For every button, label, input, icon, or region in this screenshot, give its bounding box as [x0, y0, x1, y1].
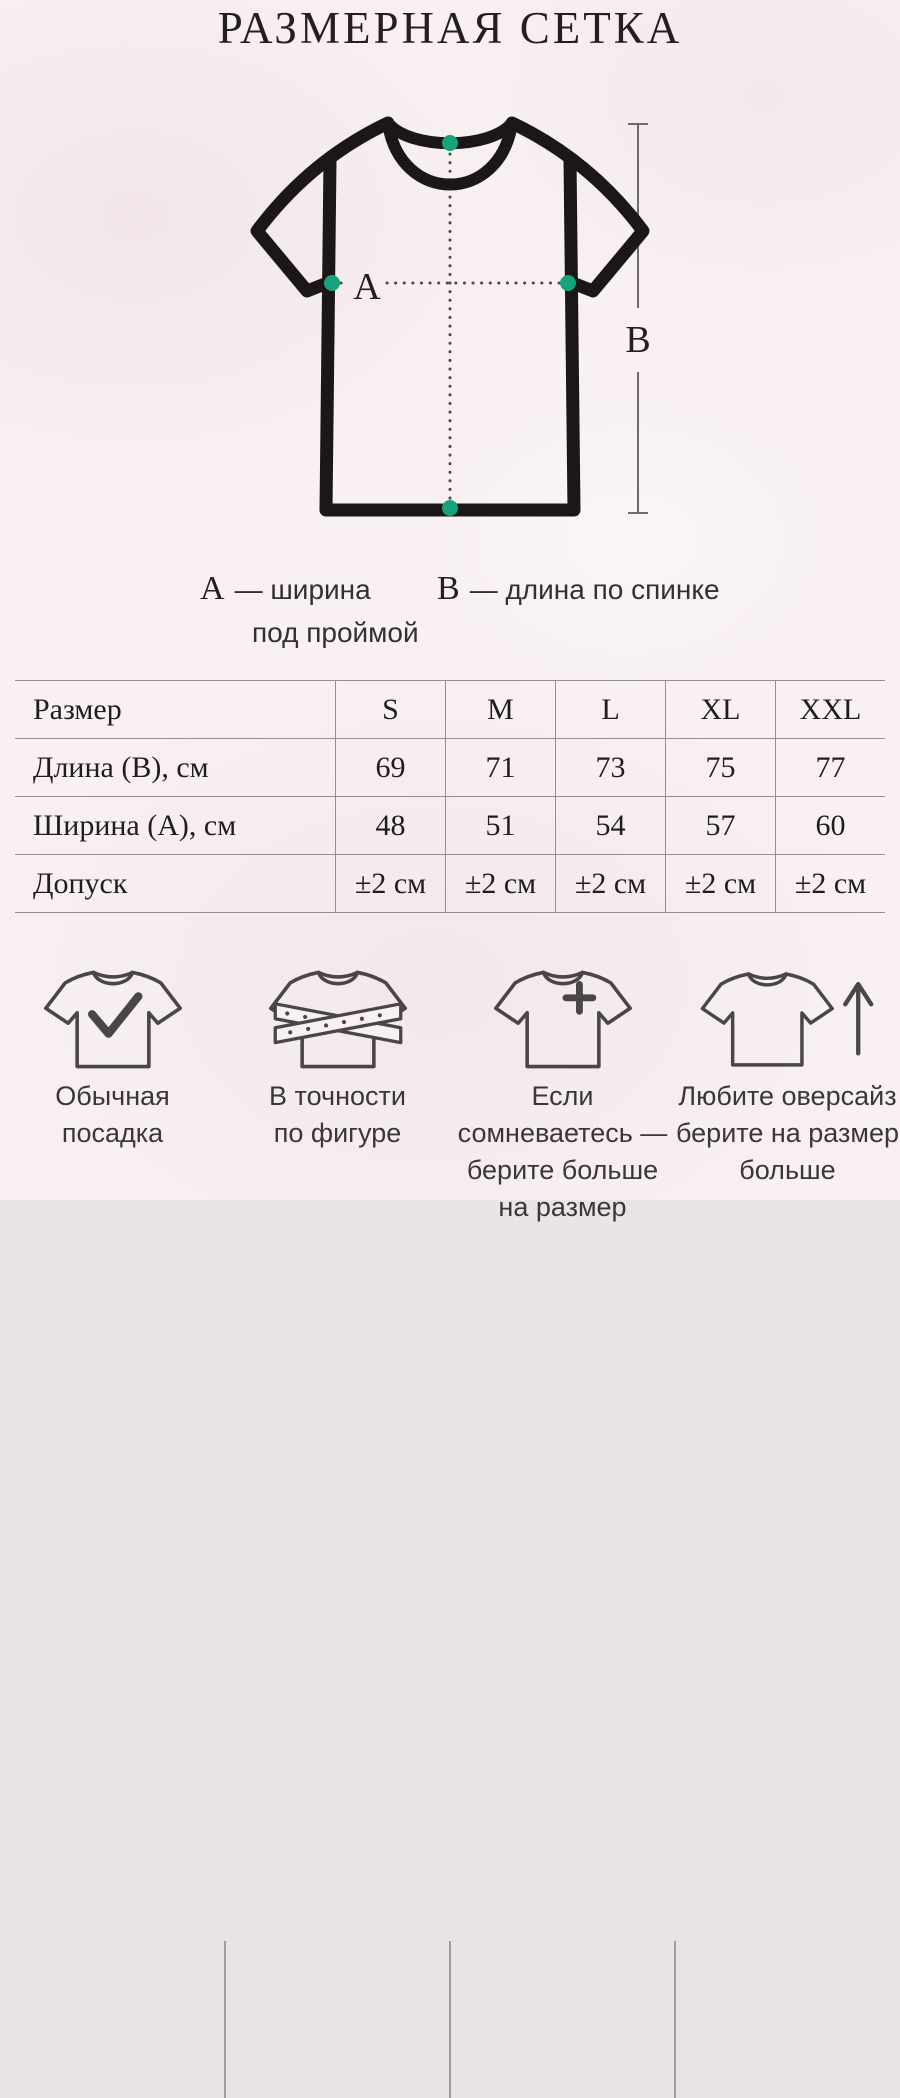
table-row-tolerance: [15, 854, 885, 913]
tshirt-diagram-icon: [240, 100, 660, 530]
measuring-tape-icon: [275, 1004, 400, 1043]
plus-icon: [565, 984, 592, 1011]
table-header-cell: M: [445, 681, 555, 738]
arrow-up-icon: [845, 984, 871, 1053]
dotted-guide-lines: [341, 154, 560, 500]
table-value-cell: 51: [445, 797, 555, 854]
legend-length: [437, 570, 720, 608]
legend-width: [200, 570, 419, 649]
table-value-cell: 69: [335, 739, 445, 796]
table-row-width: [15, 796, 885, 854]
size-table: [15, 680, 885, 913]
legend-a-text: — ширина: [234, 574, 371, 605]
fit-caption: Если сомневаетесь — берите больше на размер: [457, 1081, 668, 1222]
fit-option-oversize: [675, 958, 900, 1226]
legend-b-letter: B: [437, 570, 460, 607]
table-value-cell: 54: [555, 797, 665, 854]
tshirt-tape-icon: [263, 959, 413, 1077]
left-armpit-dot-icon: [324, 275, 340, 291]
table-value-cell: 60: [775, 797, 885, 854]
fit-caption: Обычная посадка: [55, 1081, 170, 1148]
table-value-cell: ±2 см: [335, 855, 445, 912]
table-value-cell: 71: [445, 739, 555, 796]
tshirt-measurement-diagram: [240, 100, 660, 530]
table-row-length: [15, 738, 885, 796]
table-value-cell: ±2 см: [445, 855, 555, 912]
diagram-label-a: A: [353, 266, 381, 308]
legend-a-text-line2: под проймой: [252, 617, 419, 648]
table-value-cell: 48: [335, 797, 445, 854]
footer-divider: [224, 1941, 226, 2098]
fit-option-regular: [0, 958, 225, 1226]
table-label-cell: Ширина (A), см: [33, 808, 237, 842]
table-header-cell: S: [335, 681, 445, 738]
table-label-cell: Длина (B), см: [33, 750, 209, 784]
footer-divider: [449, 1941, 451, 2098]
fit-option-exact: [225, 958, 450, 1226]
page-title: РАЗМЕРНАЯ СЕТКА: [217, 3, 683, 53]
table-value-cell: ±2 см: [775, 855, 885, 912]
legend-b-text: — длина по спинке: [469, 574, 720, 605]
table-value-cell: ±2 см: [665, 855, 775, 912]
legend-a-letter: A: [200, 570, 225, 607]
table-value-cell: 73: [555, 739, 665, 796]
fit-option-size-up: [450, 958, 675, 1226]
footer-divider: [674, 1941, 676, 2098]
fit-options: [0, 958, 900, 1226]
table-header-row: [15, 680, 885, 738]
table-value-cell: 77: [775, 739, 885, 796]
tshirt-plus-icon: [488, 959, 638, 1077]
right-armpit-dot-icon: [560, 275, 576, 291]
tshirt-oversize-icon: [695, 961, 880, 1075]
table-header-cell: Размер: [33, 692, 122, 726]
neck-dot-icon: [442, 135, 458, 151]
table-label-cell: Допуск: [33, 866, 128, 900]
hem-dot-icon: [442, 500, 458, 516]
table-value-cell: 57: [665, 797, 775, 854]
table-value-cell: ±2 см: [555, 855, 665, 912]
table-header-cell: L: [555, 681, 665, 738]
table-header-cell: XL: [665, 681, 775, 738]
table-value-cell: 75: [665, 739, 775, 796]
fit-caption: В точности по фигуре: [269, 1081, 406, 1148]
diagram-label-b: B: [625, 319, 651, 361]
tshirt-check-icon: [38, 959, 188, 1077]
fit-caption: Любите оверсайз берите на размер больше: [676, 1081, 899, 1185]
table-header-cell: XXL: [775, 681, 885, 738]
check-mark-icon: [92, 996, 138, 1033]
